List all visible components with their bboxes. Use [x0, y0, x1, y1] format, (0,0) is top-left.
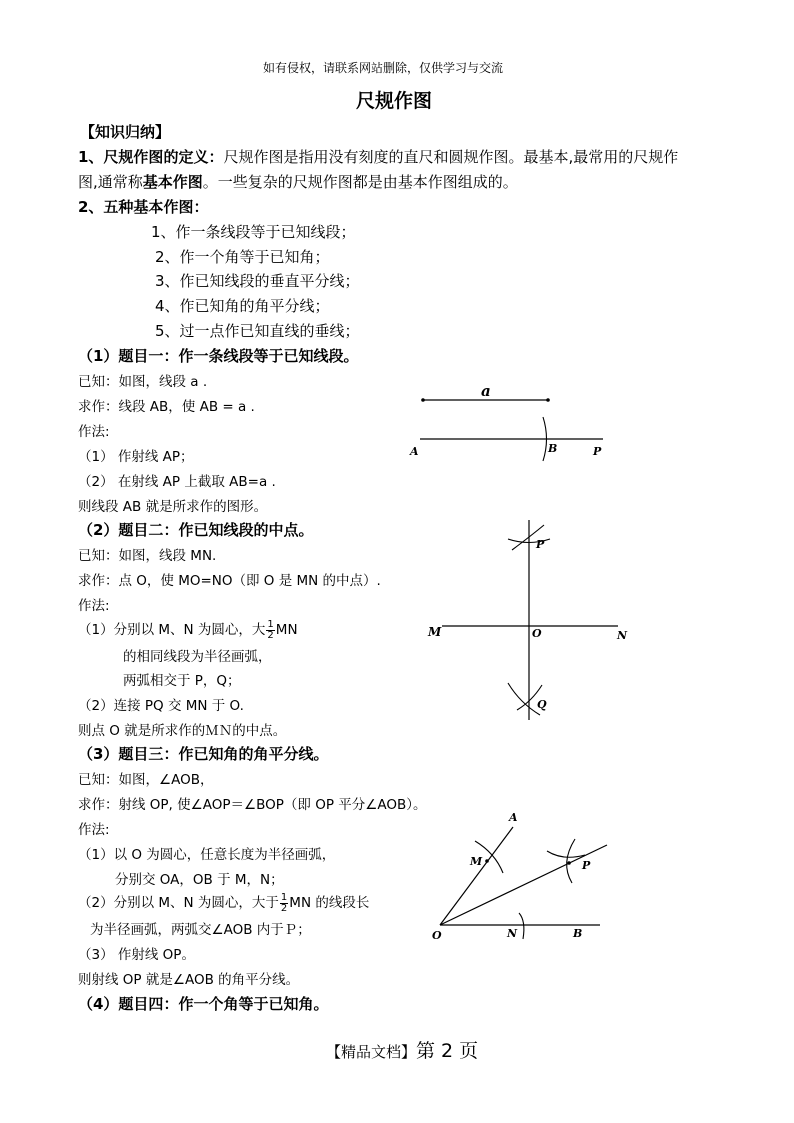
- p3-step2-line: [78, 891, 369, 914]
- p2-label-O: O: [532, 627, 542, 640]
- five-item-3: 3、作已知线段的垂直平分线；: [155, 272, 360, 290]
- p2-figure: [420, 515, 640, 725]
- p3-method: 作法:: [78, 822, 110, 838]
- p2-label-Q: Q: [537, 698, 547, 711]
- p3-step1a: （1）以 O 为圆心，任意长度为半径画弧，: [78, 847, 336, 863]
- p4-heading: （4）题目四：作一个角等于已知角。: [78, 995, 329, 1013]
- p1-heading: （1）题目一：作一条线段等于已知线段。: [78, 347, 359, 365]
- p2-step1-line: [78, 618, 298, 641]
- p2-conclusion: 则点 O 就是所求作的ＭＮ的中点。: [78, 723, 287, 739]
- p3-step2c: 为半径画弧，两弧交∠AOB 内于Ｐ；: [90, 922, 311, 938]
- p2-known: 已知：如图，线段 MN.: [78, 548, 217, 564]
- p1-method: 作法:: [78, 424, 110, 440]
- definition-label: 1、尺规作图的定义：: [78, 148, 224, 166]
- p1-known: 已知：如图，线段 a .: [78, 374, 208, 390]
- footer-page-number: 第 2 页: [416, 1040, 479, 1062]
- p3-step1b: 分别交 OA，OB 于 M，N；: [115, 872, 284, 888]
- p3-ray-op: [440, 845, 607, 925]
- p2-label-M: M: [428, 625, 442, 639]
- p3-seek: 求作：射线 OP, 使∠AOP＝∠BOP（即 OP 平分∠AOB）。: [78, 797, 427, 813]
- five-item-4: 4、作已知角的角平分线；: [155, 297, 330, 315]
- p3-label-A: A: [509, 811, 518, 824]
- footer-tag: 【精品文档】: [326, 1043, 417, 1061]
- p3-step2b: MN 的线段长: [289, 895, 370, 911]
- p3-heading: （3）题目三：作已知角的角平分线。: [78, 745, 329, 763]
- p1-step1: （1） 作射线 AP；: [78, 449, 194, 465]
- header-note: 如有侵权，请联系网站删除，仅供学习与交流: [263, 61, 504, 75]
- p3-point-m: [485, 859, 489, 863]
- p3-figure: [425, 805, 625, 945]
- definition-line-1: [78, 146, 678, 167]
- p3-fraction: [280, 893, 288, 914]
- p1-figure: [400, 375, 620, 465]
- p3-arc-p-1: [547, 851, 585, 857]
- p2-step2: （2）连接 PQ 交 MN 于 O.: [78, 698, 244, 714]
- p2-step1c: 的相同线段为半径画弧，: [123, 649, 272, 665]
- knowledge-heading: 【知识归纳】: [80, 123, 171, 141]
- p1-label-P: P: [593, 445, 602, 458]
- p2-label-P: P: [536, 538, 545, 551]
- p2-frac-den: 2: [267, 629, 274, 641]
- p3-known: 已知：如图，∠AOB，: [78, 772, 214, 788]
- p2-arc-bottom-1: [508, 683, 540, 715]
- p1-segment-a-end: [546, 398, 550, 402]
- p2-step1b: MN: [275, 622, 298, 638]
- p3-step3: （3） 作射线 OP。: [78, 947, 195, 963]
- p2-heading: （2）题目二：作已知线段的中点。: [78, 521, 314, 539]
- p1-segment-a-start: [421, 398, 425, 402]
- definition-text-2b: 。一些复杂的尺规作图都是由基本作图组成的。: [202, 173, 518, 191]
- p1-step2: （2） 在射线 AP 上截取 AB=a .: [78, 474, 276, 490]
- definition-text-1: 尺规作图是指用没有刻度的直尺和圆规作图。最基本,最常用的尺规作: [223, 148, 679, 166]
- p3-label-N: N: [507, 927, 518, 940]
- five-item-2: 2、作一个角等于已知角；: [155, 248, 330, 266]
- p1-label-a: a: [481, 382, 491, 400]
- p3-frac-num: 1: [280, 891, 288, 903]
- p3-step2a: （2）分别以 M、N 为圆心，大于: [78, 895, 279, 911]
- page-title: 尺规作图: [356, 90, 433, 112]
- five-item-5: 5、过一点作已知直线的垂线；: [155, 322, 360, 340]
- definition-term: 基本作图: [142, 173, 203, 191]
- p2-step1d: 两弧相交于 P，Q；: [123, 673, 241, 689]
- p1-conclusion: 则线段 AB 就是所求作的图形。: [78, 499, 268, 515]
- p1-label-B: B: [548, 442, 558, 455]
- p2-label-N: N: [617, 629, 628, 642]
- p2-fraction: [266, 620, 274, 641]
- p3-label-B: B: [573, 927, 583, 940]
- definition-line-2: [78, 171, 518, 192]
- p3-point-p: [567, 861, 571, 865]
- p3-label-P: P: [582, 859, 591, 872]
- page-footer: [326, 1036, 478, 1063]
- five-item-1: 1、作一条线段等于已知线段；: [151, 223, 356, 241]
- p2-step1a: （1）分别以 M、N 为圆心，大: [78, 622, 266, 638]
- p1-label-A: A: [410, 445, 419, 458]
- p2-frac-num: 1: [267, 618, 274, 630]
- p3-label-O: O: [432, 929, 442, 942]
- p3-label-M: M: [470, 855, 483, 868]
- five-heading: 2、五种基本作图：: [78, 198, 209, 216]
- p1-seek: 求作：线段 AB，使 AB = a .: [78, 399, 255, 415]
- definition-text-2a: 图,通常称: [78, 173, 143, 191]
- p2-method: 作法:: [78, 598, 110, 614]
- p3-conclusion: 则射线 OP 就是∠AOB 的角平分线。: [78, 972, 300, 988]
- p3-arc-n: [519, 913, 524, 939]
- p3-frac-den: 2: [280, 902, 288, 914]
- p2-seek: 求作：点 O，使 MO=NO（即 O 是 MN 的中点）.: [78, 573, 381, 589]
